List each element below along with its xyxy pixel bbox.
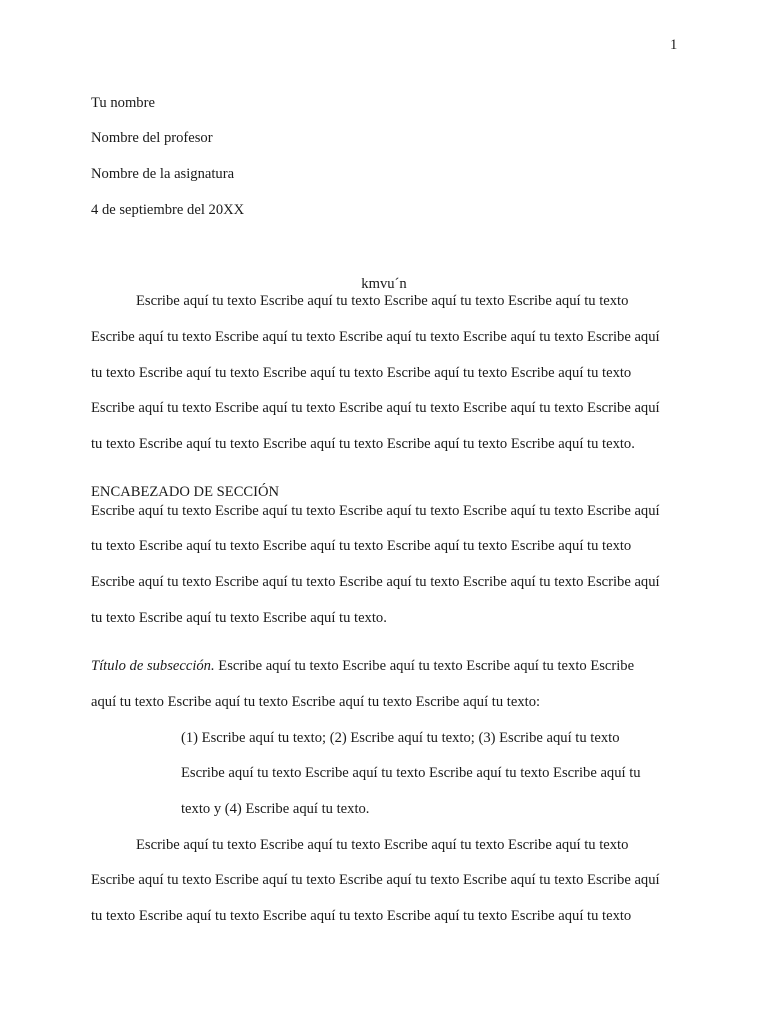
section-line: Escribe aquí tu texto Escribe aquí tu texto Escribe aquí tu texto Escribe aquí tu texto Escribe aquí — [91, 503, 660, 519]
subsection-first-line — [91, 657, 634, 675]
section-line: tu texto Escribe aquí tu texto Escribe aquí tu texto Escribe aquí tu texto Escribe aquí tu texto — [91, 538, 632, 554]
list-line: texto y (4) Escribe aquí tu texto. — [181, 801, 370, 817]
section-line: tu texto Escribe aquí tu texto Escribe aquí tu texto. — [91, 610, 387, 626]
author-name: Tu nombre — [91, 95, 155, 111]
section-heading: ENCABEZADO DE SECCIÓN — [91, 484, 280, 500]
intro-line: Escribe aquí tu texto Escribe aquí tu texto Escribe aquí tu texto Escribe aquí tu texto — [136, 293, 629, 309]
professor-name: Nombre del profesor — [91, 130, 213, 146]
document-date: 4 de septiembre del 20XX — [91, 202, 245, 218]
closing-line: Escribe aquí tu texto Escribe aquí tu texto Escribe aquí tu texto Escribe aquí tu texto — [136, 837, 629, 853]
intro-line: tu texto Escribe aquí tu texto Escribe aquí tu texto Escribe aquí tu texto Escribe aquí tu texto. — [91, 436, 635, 452]
course-name: Nombre de la asignatura — [91, 166, 235, 182]
subsection-line: aquí tu texto Escribe aquí tu texto Escribe aquí tu texto Escribe aquí tu texto: — [91, 694, 541, 710]
intro-line: Escribe aquí tu texto Escribe aquí tu texto Escribe aquí tu texto Escribe aquí tu texto Escribe aquí — [91, 400, 660, 416]
closing-line: Escribe aquí tu texto Escribe aquí tu texto Escribe aquí tu texto Escribe aquí tu texto Escribe aquí — [91, 872, 660, 888]
intro-line: tu texto Escribe aquí tu texto Escribe aquí tu texto Escribe aquí tu texto Escribe aquí tu texto — [91, 365, 632, 381]
subsection-text: Escribe aquí tu texto Escribe aquí tu texto Escribe aquí tu texto Escribe — [214, 658, 635, 674]
page-number: 1 — [670, 37, 678, 53]
section-line: Escribe aquí tu texto Escribe aquí tu texto Escribe aquí tu texto Escribe aquí tu texto Escribe aquí — [91, 574, 660, 590]
intro-line: Escribe aquí tu texto Escribe aquí tu texto Escribe aquí tu texto Escribe aquí tu texto Escribe aquí — [91, 329, 660, 345]
document-title: kmvu´n — [361, 276, 407, 292]
list-line: Escribe aquí tu texto Escribe aquí tu texto Escribe aquí tu texto Escribe aquí tu — [181, 765, 641, 781]
list-line: (1) Escribe aquí tu texto; (2) Escribe aquí tu texto; (3) Escribe aquí tu texto — [181, 730, 620, 746]
subsection-title: Título de subsección. — [91, 658, 215, 674]
closing-line: tu texto Escribe aquí tu texto Escribe aquí tu texto Escribe aquí tu texto Escribe aquí tu texto — [91, 908, 632, 924]
